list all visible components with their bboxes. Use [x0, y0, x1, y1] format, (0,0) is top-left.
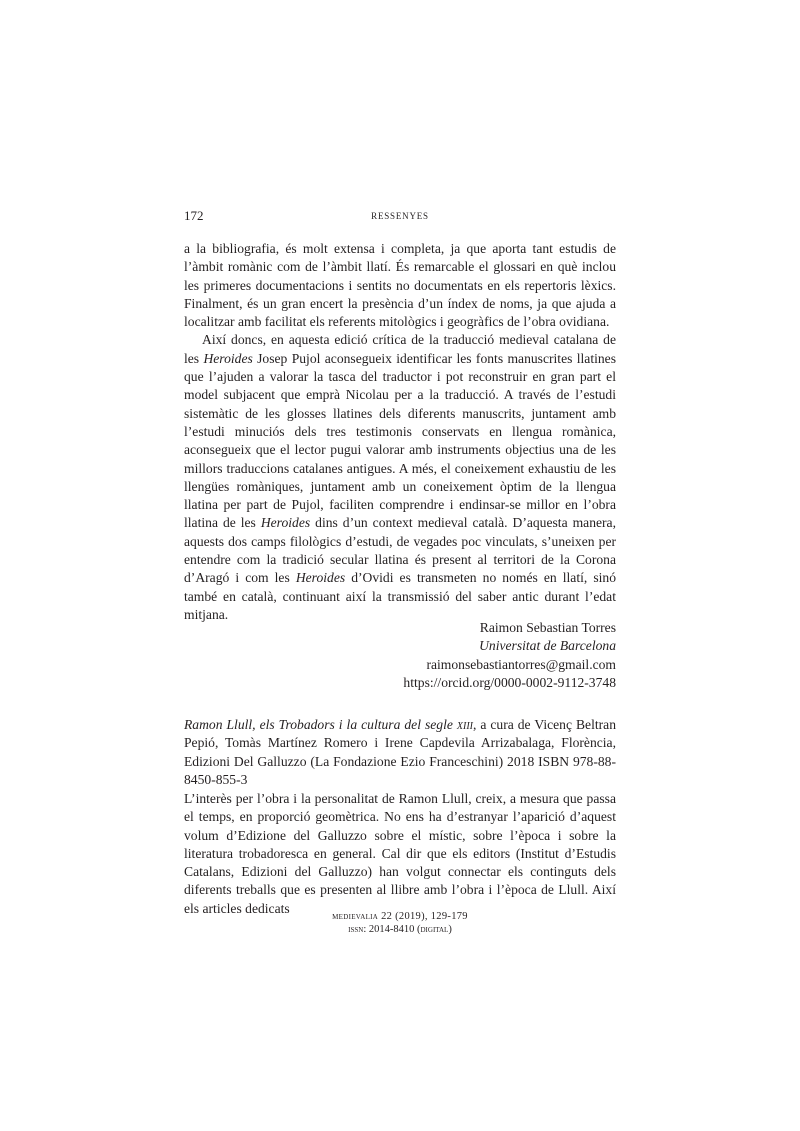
- review-body-continued: [184, 240, 616, 624]
- reviewer-signature: [184, 619, 616, 692]
- section-title: RESSENYES: [371, 211, 429, 221]
- book-title-century: xiii: [456, 717, 473, 732]
- review-body: [184, 790, 616, 918]
- page-number: 172: [184, 208, 204, 223]
- journal-citation: medievalia 22 (2019), 129-179: [332, 911, 468, 922]
- journal-issn: issn: 2014-8410 (digital): [348, 924, 452, 935]
- reviewer-affiliation: Universitat de Barcelona: [479, 638, 616, 654]
- paragraph-conclusion: [184, 331, 616, 624]
- text-run: d’Ovidi es transmeten no només en llatí, sinó també en català, continuant així la transmissió del saber antic durant l’edat mitjana.: [184, 570, 616, 622]
- reviewer-name: Raimon Sebastian Torres: [479, 620, 616, 635]
- paragraph-introduction: L’interès per l’obra i la personalitat de Ramon Llull, creix, a mesura que passa el temps, en proporció geomètrica. No ens ha d’estranyar l’aparició d’aquest volum d’Edizione del Galluzzo sobre el místic, sobre l’època i sobre la literatura trobadoresca en general. Cal dir que els editors (Institut d’Estudis Catalans, Edizioni del Galluzzo) han volgut connectar els continguts dels diferents treballs que es presenten al llibre amb l’obra i l’època de Llull. Així els articles dedicats: [184, 791, 616, 916]
- citation-details: , a cura de Vicenç Beltran Pepió, Tomàs Martínez Romero i Irene Capdevila Arrizabalaga, Florència, Edizioni Del Galluzzo (La Fondazione Ezio Franceschini) 2018 ISBN 978-88-8450-855-3: [184, 717, 616, 787]
- work-title: Heroides: [260, 515, 311, 531]
- paragraph-bibliography: a la bibliografia, és molt extensa i completa, ja que aporta tant estudis de l’àmbit romànic com de l’àmbit llatí. És remarcable el glossari en què inclou les primeres documentacions i sentits no documentats en els repertoris lèxics. Finalment, és un gran encert la presència d’un índex de noms, ja que ajuda a localitzar amb facilitat els referents mitològics i geogràfics de l’obra ovidiana.: [184, 241, 616, 330]
- reviewer-orcid[interactable]: https://orcid.org/0000-0002-9112-3748: [403, 674, 616, 690]
- work-title: Heroides: [203, 350, 253, 366]
- text-run: Josep Pujol aconsegueix identificar les fonts manuscrites llatines que l’ajuden a valorar la tasca del traductor i pot reconstruir en gran part el model subjacent que emprà Nicolau per a la traducció. A través de l’estudi sistemàtic de les glosses llatines dels diferents manuscrits, juntament amb l’estudi minuciós dels tres testimonis conservats en llengua romànica, aconsegueix que el lector pugui valorar amb instruments objectius una de les millors traduccions catalanes antigues. A més, el coneixement exhaustiu de les llengües romàniques, juntament amb un coneixement òptim de la llengua llatina per part de Pujol, faciliten comprendre i endinsar-se millor en l’obra llatina de les: [184, 350, 617, 531]
- book-title: Ramon Llull, els Trobadors i la cultura del segle: [184, 717, 457, 732]
- work-title: Heroides: [295, 570, 346, 586]
- text-run: Així doncs, en aquesta edició crítica de la traducció medieval catalana de les: [184, 332, 616, 366]
- review-citation: [184, 716, 616, 789]
- text-run: dins d’un context medieval català. D’aquesta manera, aquests dos camps filològics d’estudi, de vegades poc vinculats, s’uneixen per entendre com la tradició secular llatina és present al territori de la Corona d’Aragó i com les: [184, 515, 616, 586]
- citation-text: [184, 716, 616, 789]
- reviewer-email[interactable]: raimonsebastiantorres@gmail.com: [426, 656, 616, 672]
- page-footer: [184, 910, 616, 936]
- running-head: [184, 208, 616, 224]
